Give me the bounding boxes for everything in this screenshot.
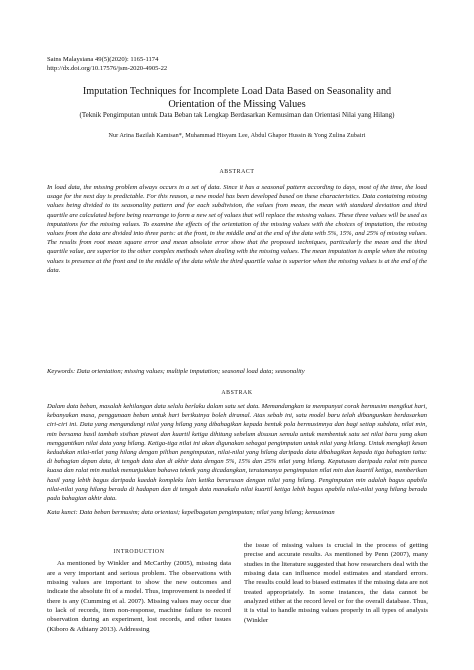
introduction-heading: INTRODUCTION	[113, 549, 165, 555]
intro-paragraph-left: As mentioned by Winkler and McCarthy (2005), missing data are a very important and serious problem. The observations with missing values are important to show the new outcomes and indicate the absolute fit of a model. Thus, improvement is needed if there is any (Cumming et al. 2007). Missing values may occur due to lack of records, item non-response, machine failure to record observation during an experiment, lost records, and other issues (Kiboro & Athiany 2013). Addressing	[47, 560, 231, 633]
paper-subtitle: (Teknik Pengimputan untuk Data Beban tak Lengkap Berdasarkan Kemusiman dan Orientasi Nilai yang Hilang)	[79, 111, 395, 119]
intro-column-left	[47, 548, 231, 634]
title-line-2: Orientation of the Missing Values	[168, 98, 306, 110]
abstrak-heading: ABSTRAK	[221, 390, 253, 396]
doi-link[interactable]: http://dx.doi.org/10.17576/jsm-2020-4905-22	[47, 65, 168, 72]
title-line-1: Imputation Techniques for Incomplete Load Data Based on Seasonality and	[82, 86, 392, 97]
journal-header	[47, 55, 167, 73]
abstract-heading: ABSTRACT	[219, 169, 255, 175]
abstrak-text: Dalam data beban, masalah kehilangan data selalu berlaku dalam satu set data. Memandangkan ia mempunyai corak bermusim mengikut hari, kebanyakan masa, penggunaan beban untuk hari berikutnya boleh diramal. Atas sebab ini, satu model baru telah dibangunkan berdasarkan ciri-ciri ini. Data yang mengandungi nilai yang hilang yang dibahagikan kepada bentuk pola bermusimnya dan bagi setiap subdata, nilai min, min bersama hasil tambah sisihan piawai dan kuartil ketiga dihitung sebelum disusun semula untuk membentuk satu set nilai baru yang akan menggantikan nilai data yang hilang. Ketiga-tiga nilai ini akan digunakan sebagai pengimputan untuk nilai yang hilang. Untuk mengkaji kesan kedudukan nilai-nilai yang hilang dengan pilihan pengimputan, nilai-nilai yang hilang daripada data dibahagikan kepada tiga bahagian iaitu: di bahagian depan data, di tengah data dan di akhir data dengan 5%, 15% dan 25% nilai yang hilang. Keputusan daripada ralat min punca kuasa dan ralat min mutlak menunjukkan bahawa teknik yang dicadangkan, terutamanya pengimputan nilai min dan kuartil ketiga, memberikan hasil yang lebih bagus daripada kaedah kompleks lain ketika berurusan dengan nilai yang hilang. Pengimputan min adalah bagus apabila nilai-nilai yang hilang berada di hadapan dan di tengah data manakala nilai kuartil ketiga lebih bagus apabila nilai-nilai yang hilang berada pada bahagian akhir data.	[47, 403, 427, 503]
kata-kunci: Kata kunci: Data beban bermusim; data orientasi; kepelbagaian pengimputan; nilai yang hilang; kemusiman	[47, 509, 335, 516]
intro-paragraph-right: the issue of missing values is crucial in the process of getting precise and accurate results. As mentioned by Penn (2007), many studies in the literature suggested that how researchers deal with the missing data can influence model estimates and standard errors. The results could lead to biased estimates if the missing data are not treated appropriately. In some instances, the data cannot be analyzed either at the record level or for the overall database. Thus, it is vital to handle missing values properly in all types of analysis (Winkler	[244, 542, 428, 624]
intro-column-right	[244, 541, 428, 625]
paper-title	[40, 86, 434, 111]
journal-citation: Sains Malaysiana 49(5)(2020): 1165-1174	[47, 56, 159, 63]
keywords: Keywords: Data orientation; missing values; multiple imputation; seasonal load data; seasonality	[47, 368, 305, 375]
author-list: Nur Arina Bazilah Kamisan*, Muhammad Hisyam Lee, Abdul Ghapor Hussin & Yong Zulina Zubairi	[108, 133, 366, 139]
abstract-text: In load data, the missing problem always occurs in a set of data. Since it has a seasonal pattern according to days, most of the time, the load usage for the next day is predictable. For this reason, a new model has been developed based on these characteristics. Data containing missing values being divided to its seasonality pattern and for each subdivision, the values from mean, the mean with standard deviation and third quartile are calculated before being rearrange to form a new set of values that will replace the missing values. These three values will be used as imputations for the missing values. To examine the effects of the orientation of the missing values with the choices of imputation, the missing values from the data are divided into three parts: at the front, in the middle and at the end of the data with 5%, 15%, and 25% of missing values. The results from root mean square error and mean absolute error show that the proposed techniques, particularly the mean and the third quartile value, are superior to the other complex methods when dealing with the missing values. The mean imputation is ample when the missing values is presence at the front and in the middle of the data while the third quartile value is superior when the missing values is at the end of the data.	[47, 184, 427, 274]
